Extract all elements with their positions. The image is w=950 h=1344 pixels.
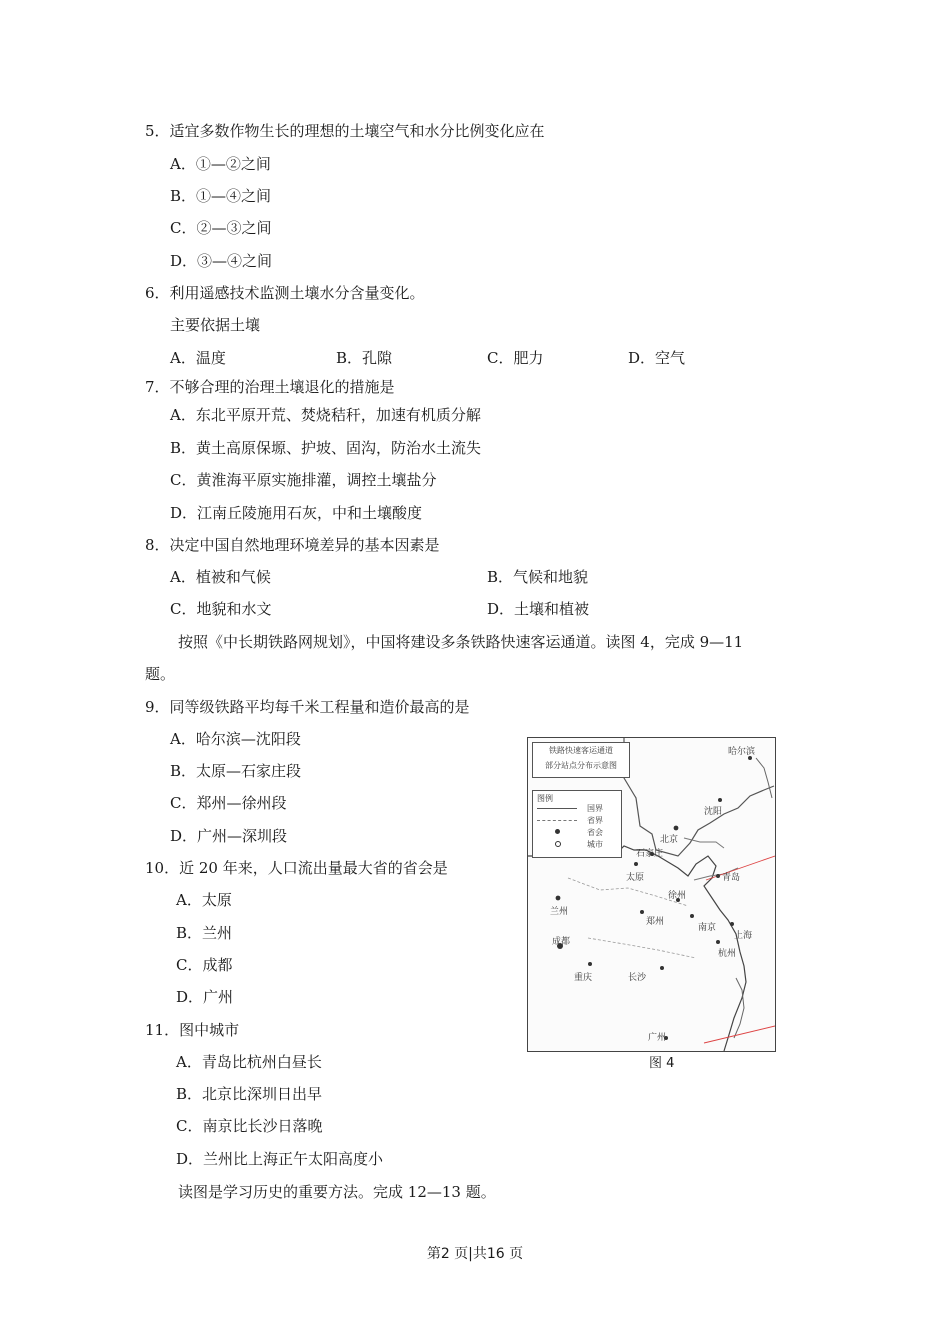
q10-option-c: C．成都 bbox=[176, 956, 233, 974]
city-shanghai: 上海 bbox=[734, 931, 753, 941]
intro-9-11: 按照《中长期铁路网规划》，中国将建设多条铁路快速客运通道。读图 4，完成 9—11 bbox=[178, 633, 744, 651]
q10-stem: 10．近 20 年来，人口流出量最大省的省会是 bbox=[145, 859, 448, 877]
city-beijing: 北京 bbox=[660, 835, 679, 845]
city-taiyuan: 太原 bbox=[626, 873, 645, 883]
legend-item-city: 城市 bbox=[587, 840, 603, 849]
city-shenyang: 沈阳 bbox=[704, 807, 723, 817]
city-harbin: 哈尔滨 bbox=[728, 747, 756, 757]
legend-item-national-border: 国界 bbox=[587, 804, 603, 813]
map-title-line2: 部分站点分布示意图 bbox=[545, 761, 617, 770]
q8-stem: 8．决定中国自然地理环境差异的基本因素是 bbox=[145, 536, 440, 554]
q10-option-a: A．太原 bbox=[176, 891, 232, 909]
q6-option-d: D．空气 bbox=[628, 349, 686, 367]
q11-option-b: B．北京比深圳日出早 bbox=[176, 1085, 323, 1103]
q5-option-a: A．①—②之间 bbox=[170, 155, 271, 173]
q8-option-b: B．气候和地貌 bbox=[487, 568, 589, 586]
q6-option-b: B．孔隙 bbox=[336, 349, 393, 367]
city-chongqing: 重庆 bbox=[574, 973, 593, 983]
page-footer: 第2 页|共16 页 bbox=[426, 1246, 524, 1262]
city-chengdu: 成都 bbox=[552, 937, 571, 947]
map-title-line1: 铁路快速客运通道 bbox=[549, 746, 613, 755]
city-hangzhou: 杭州 bbox=[718, 949, 737, 959]
legend-item-capital: 省会 bbox=[587, 828, 603, 837]
q5-option-d: D．③—④之间 bbox=[170, 252, 273, 270]
q11-option-c: C．南京比长沙日落晚 bbox=[176, 1117, 323, 1135]
q7-option-b: B．黄土高原保塬、护坡、固沟，防治水土流失 bbox=[170, 439, 482, 457]
legend-city-symbol bbox=[555, 841, 561, 847]
q5-stem: 5．适宜多数作物生长的理想的土壤空气和水分比例变化应在 bbox=[145, 122, 545, 140]
city-qingdao: 青岛 bbox=[722, 873, 741, 883]
city-changsha: 长沙 bbox=[628, 973, 647, 983]
q11-stem: 11．图中城市 bbox=[145, 1021, 240, 1039]
map-caption: 图 4 bbox=[649, 1056, 675, 1071]
q7-stem: 7．不够合理的治理土壤退化的措施是 bbox=[145, 378, 395, 396]
legend-province-border-symbol bbox=[537, 820, 577, 821]
q9-option-a: A．哈尔滨—沈阳段 bbox=[170, 730, 301, 748]
map-outline bbox=[528, 738, 775, 1051]
q9-option-c: C．郑州—徐州段 bbox=[170, 794, 287, 812]
q7-option-a: A．东北平原开荒、焚烧秸秆，加速有机质分解 bbox=[170, 406, 481, 424]
intro-9-11-continued: 题。 bbox=[145, 665, 176, 683]
legend-national-border-symbol bbox=[537, 808, 577, 809]
q10-option-d: D．广州 bbox=[176, 988, 234, 1006]
q9-option-d: D．广州—深圳段 bbox=[170, 827, 288, 845]
q10-option-b: B．兰州 bbox=[176, 924, 233, 942]
q6-option-a: A．温度 bbox=[170, 349, 226, 367]
city-xuzhou: 徐州 bbox=[668, 891, 687, 901]
q6-option-c: C．肥力 bbox=[487, 349, 544, 367]
city-zhengzhou: 郑州 bbox=[646, 917, 665, 927]
q5-option-c: C．②—③之间 bbox=[170, 219, 272, 237]
q6-stem-continued: 主要依据土壤 bbox=[170, 316, 261, 334]
q5-option-b: B．①—④之间 bbox=[170, 187, 272, 205]
legend-item-province-border: 省界 bbox=[587, 816, 603, 825]
q8-option-a: A．植被和气候 bbox=[170, 568, 271, 586]
q8-option-d: D．土壤和植被 bbox=[487, 600, 590, 618]
q6-stem: 6．利用遥感技术监测土壤水分含量变化。 bbox=[145, 284, 425, 302]
map-title-box bbox=[532, 742, 630, 778]
railway-map-figure bbox=[527, 737, 776, 1052]
map-legend bbox=[532, 790, 622, 858]
q9-stem: 9．同等级铁路平均每千米工程量和造价最高的是 bbox=[145, 698, 470, 716]
intro-12-13: 读图是学习历史的重要方法。完成 12—13 题。 bbox=[178, 1183, 496, 1201]
city-nanjing: 南京 bbox=[698, 923, 717, 933]
q11-option-a: A．青岛比杭州白昼长 bbox=[176, 1053, 322, 1071]
city-lanzhou: 兰州 bbox=[550, 907, 569, 917]
legend-title: 图例 bbox=[537, 794, 553, 803]
city-shijiazhuang: 石家庄 bbox=[636, 849, 664, 859]
q7-option-c: C．黄淮海平原实施排灌，调控土壤盐分 bbox=[170, 471, 437, 489]
legend-capital-symbol bbox=[555, 829, 560, 834]
q11-option-d: D．兰州比上海正午太阳高度小 bbox=[176, 1150, 384, 1168]
q7-option-d: D．江南丘陵施用石灰，中和土壤酸度 bbox=[170, 504, 423, 522]
city-guangzhou: 广州 bbox=[648, 1033, 667, 1043]
q9-option-b: B．太原—石家庄段 bbox=[170, 762, 302, 780]
q8-option-c: C．地貌和水文 bbox=[170, 600, 272, 618]
